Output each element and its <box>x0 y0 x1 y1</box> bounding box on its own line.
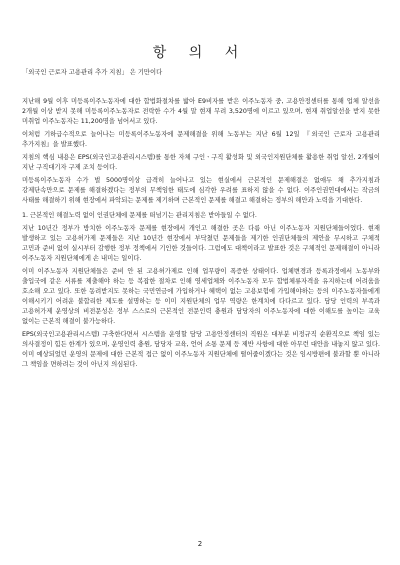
document-body <box>22 97 380 373</box>
paragraph: 지난해 9월 이후 미등록이주노동자에 대한 합법화절차를 밟아 E9비자를 받은 이주노동자 중, 고용안정센터를 통해 업체 알선을 2개월 이상 받지 못해 미등록이주노동자로 전락한 수가 4월 말 현재 무려 3,520명에 이르고 있으며, 현재 취업알선을 받지 못한 미취업 이주노동자는 11,200명을 넘어서고 있다. <box>22 98 380 125</box>
page-number: 2 <box>197 540 203 548</box>
paragraph: 미등록이주노동자 수가 벌 5000명이상 급격히 늘어나고 있는 현실에서 근본적인 문제해결은 없애두 채 추가지침과 강제단속만으로 문제를 해결하겠다는 정부의 무책임한 태도에 심각한 우려를 표하지 않을 수 없다. 이주인권연대에서는 작금의 사태를 해결하기 위해 현장에서 파악되는 문제를 제기하며 근본적인 문제를 해결고 해결하는 정부의 해안과 노력을 기대한다. <box>22 177 380 204</box>
page-title: 항 의 서 <box>152 45 248 61</box>
section-heading: 1. 근본적인 해결노력 없이 인권단체에 문제를 떠넘기는 관리지침은 받아들일 수 없다. <box>22 212 257 219</box>
document-subject: 「외국인 근로자 고용관리 추가 지침」 은 기만이다 <box>22 69 163 76</box>
paragraph: 지난 10년간 정부가 방치한 이주노동자 문제를 현장에서 개인고 해결한 곳은 다름 아닌 이주노동자 지원단체들이었다. 현재 발생하고 있는 고용허가제 문제들은 지난 10년간 현장에서 부닥쳤던 문제들을 제기한 인권단체들의 제안을 무시하고 구체적 고민과 준비 없이 실시부터 감행한 정부 정책에서 기인한 것들이다. 그럼에도 대책이라고 발표한 것은 구체적인 문제해결이 아니라 이주노동자 지원단체에게 손 내미는 일이다. <box>22 225 380 262</box>
paragraph: 이미 이주노동자 지원단체들은 준비 안 된 고용허가제로 인해 업무량이 폭증한 상태이다. 업체변경과 등록과정에서 노동부와 출입국에 같은 서류를 제출해야 하는 등 복잡한 절차로 인해 영세업체와 이주노동자 모두 합법체류자격을 유지하는데 어려움을 호소해 오고 있다. 또한 동려받지도 못하는 국민연금에 가입하거나 혜택이 없는 고용보험에 가입해야하는 등의 이주노동자들에게 이해시키기 어려운 불합리한 제도를 설명하는 등 이미 지원단체의 업무 역량은 한계치에 다다르고 있다. 담당 인력의 부족과 고용허가제 운영상의 비전문성은 정부 스스로의 근본적인 전문인력 충원과 담당자의 이주노동자에 대한 이해도를 높이는 교육 없이는 근본적 해결이 불가능하다. <box>22 268 380 325</box>
paragraph: EPS(외국인고용관리시스템) 구축한다면서 시스템을 운영할 담당 고용안정센터의 직원은 대부분 비정규직 순환직으로 책임 있는 의사결정이 힘든 한계가 있으며, 운영인력 충원, 담당자 교육, 언어 소통 문제 등 제반 사항에 대한 아무런 대안을 내놓지 않고 있다. 이미 예상되었던 운영의 문제에 대한 근본적 접근 없이 이주노동자 지원단체에 떨어줍이겠다는 것은 임시방편에 불과할 뿐 아니라 그 책임을 면하려는 것이 아닌지 의심된다. <box>22 331 380 368</box>
paragraph: 지침의 핵심 내용은 EPS(외국인고용관리시스템)를 통한 자체 구인ㆍ구직 활성화 및 외국인지원단체를 활용한 취업 알선, 2개월이 지난 구직대기자 구제 조치 등이다. <box>22 154 380 171</box>
paragraph: 이처럼 기하급수적으로 늘어나는 미등록이주노동자에 문제해결을 위해 노동부는 지난 6월 12일 『외국인 근로자 고용관리 추가지침』을 발표했다. <box>22 131 380 148</box>
